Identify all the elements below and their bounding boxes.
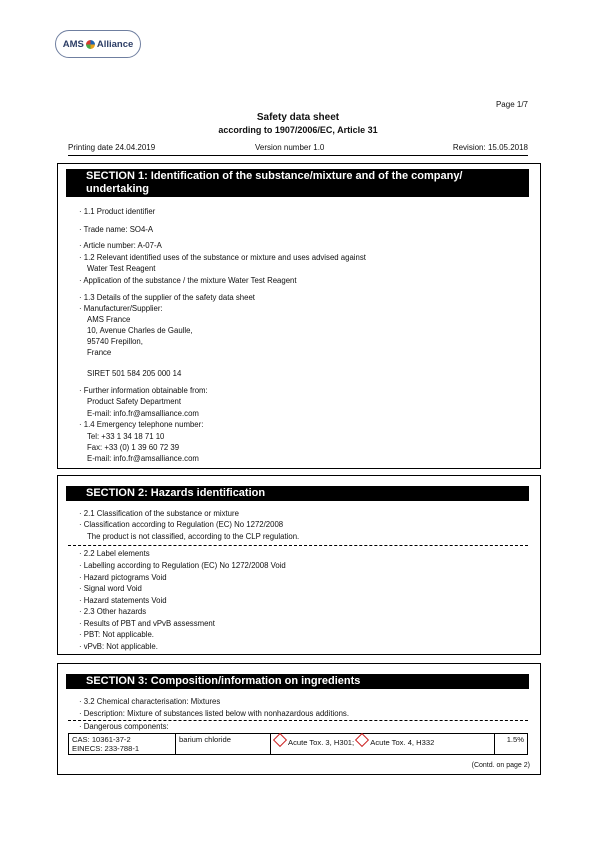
s1-line: · 1.3 Details of the supplier of the safety data sheet [79, 293, 255, 302]
printing-date: Printing date 24.04.2019 [68, 143, 156, 152]
hazard-classification-cell: Acute Tox. 3, H301; Acute Tox. 4, H332 [271, 734, 495, 755]
section-3-box [57, 663, 541, 775]
s2-line: The product is not classified, according to the CLP regulation. [87, 532, 300, 541]
s1-line: 10, Avenue Charles de Gaulle, [87, 326, 193, 335]
s1-line: · Trade name: SO4-A [79, 225, 154, 234]
s1-line: Tel: +33 1 34 18 71 10 [87, 432, 165, 441]
logo-text-alliance: Alliance [96, 38, 134, 50]
logo-text-ams: AMS [62, 38, 84, 50]
page-number: Page 1/7 [495, 100, 528, 109]
s2-line: · Classification according to Regulation (EC) No 1272/2008 [79, 520, 284, 529]
version-number: Version number 1.0 [255, 143, 325, 152]
s1-line: France [87, 348, 112, 357]
s2-line: · Hazard statements Void [79, 596, 167, 605]
section-2-dashed-divider [68, 545, 528, 546]
s1-line: SIRET 501 584 205 000 14 [87, 369, 182, 378]
document-subtitle: according to 1907/2006/EC, Article 31 [218, 125, 378, 135]
cas-cell: CAS: 10361-37-2 EINECS: 233-788-1 [69, 734, 176, 755]
s1-line: 95740 Frepillon, [87, 337, 143, 346]
logo-globe-icon [86, 40, 95, 49]
substance-name-cell: barium chloride [176, 734, 271, 755]
s2-line: · Labelling according to Regulation (EC) No 1272/2008 Void [79, 561, 286, 570]
s1-line: Product Safety Department [87, 397, 182, 406]
s2-line: · PBT: Not applicable. [79, 630, 154, 639]
s1-line: · Article number: A-07-A [79, 241, 162, 250]
s1-line: AMS France [87, 315, 131, 324]
s2-line: · 2.1 Classification of the substance or mixture [79, 509, 239, 518]
s1-line: Fax: +33 (0) 1 39 60 72 39 [87, 443, 180, 452]
s2-line: · 2.2 Label elements [79, 549, 150, 558]
table-row [69, 734, 528, 755]
s2-line: · vPvB: Not applicable. [79, 642, 158, 651]
s1-line: E-mail: info.fr@amsalliance.com [87, 409, 199, 418]
s1-line: · 1.1 Product identifier [79, 207, 156, 216]
section-2-heading: SECTION 2: Hazards identification [66, 486, 529, 501]
s2-line: · 2.3 Other hazards [79, 607, 147, 616]
s2-line: · Hazard pictograms Void [79, 573, 167, 582]
s2-line: · Results of PBT and vPvB assessment [79, 619, 215, 628]
header-divider [68, 155, 528, 156]
s3-line: · Dangerous components: [79, 722, 169, 731]
exclamation-hazard-icon [355, 733, 369, 747]
s1-line: E-mail: info.fr@amsalliance.com [87, 454, 199, 463]
s1-line: · 1.2 Relevant identified uses of the substance or mixture and uses advised against [79, 253, 366, 262]
continued-note: (Contd. on page 2) [471, 762, 530, 769]
s3-line: · 3.2 Chemical characterisation: Mixtures [79, 697, 221, 706]
s1-line: · Further information obtainable from: [79, 386, 208, 395]
components-table [68, 733, 528, 755]
s3-line: · Description: Mixture of substances listed below with nonhazardous additions. [79, 709, 349, 718]
section-3-heading: SECTION 3: Composition/information on ingredients [66, 674, 529, 689]
revision-date: Revision: 15.05.2018 [452, 143, 528, 152]
percentage-cell: 1.5% [495, 734, 528, 755]
exclamation-hazard-icon [273, 733, 287, 747]
s1-line: · Manufacturer/Supplier: [79, 304, 163, 313]
document-title: Safety data sheet [256, 112, 340, 123]
company-logo [55, 30, 141, 58]
s1-line: Water Test Reagent [87, 264, 156, 273]
s1-line: · Application of the substance / the mixture Water Test Reagent [79, 276, 297, 285]
section-1-heading: SECTION 1: Identification of the substance/mixture and of the company/ undertaking [66, 169, 529, 197]
s1-line: · 1.4 Emergency telephone number: [79, 420, 204, 429]
s2-line: · Signal word Void [79, 584, 142, 593]
